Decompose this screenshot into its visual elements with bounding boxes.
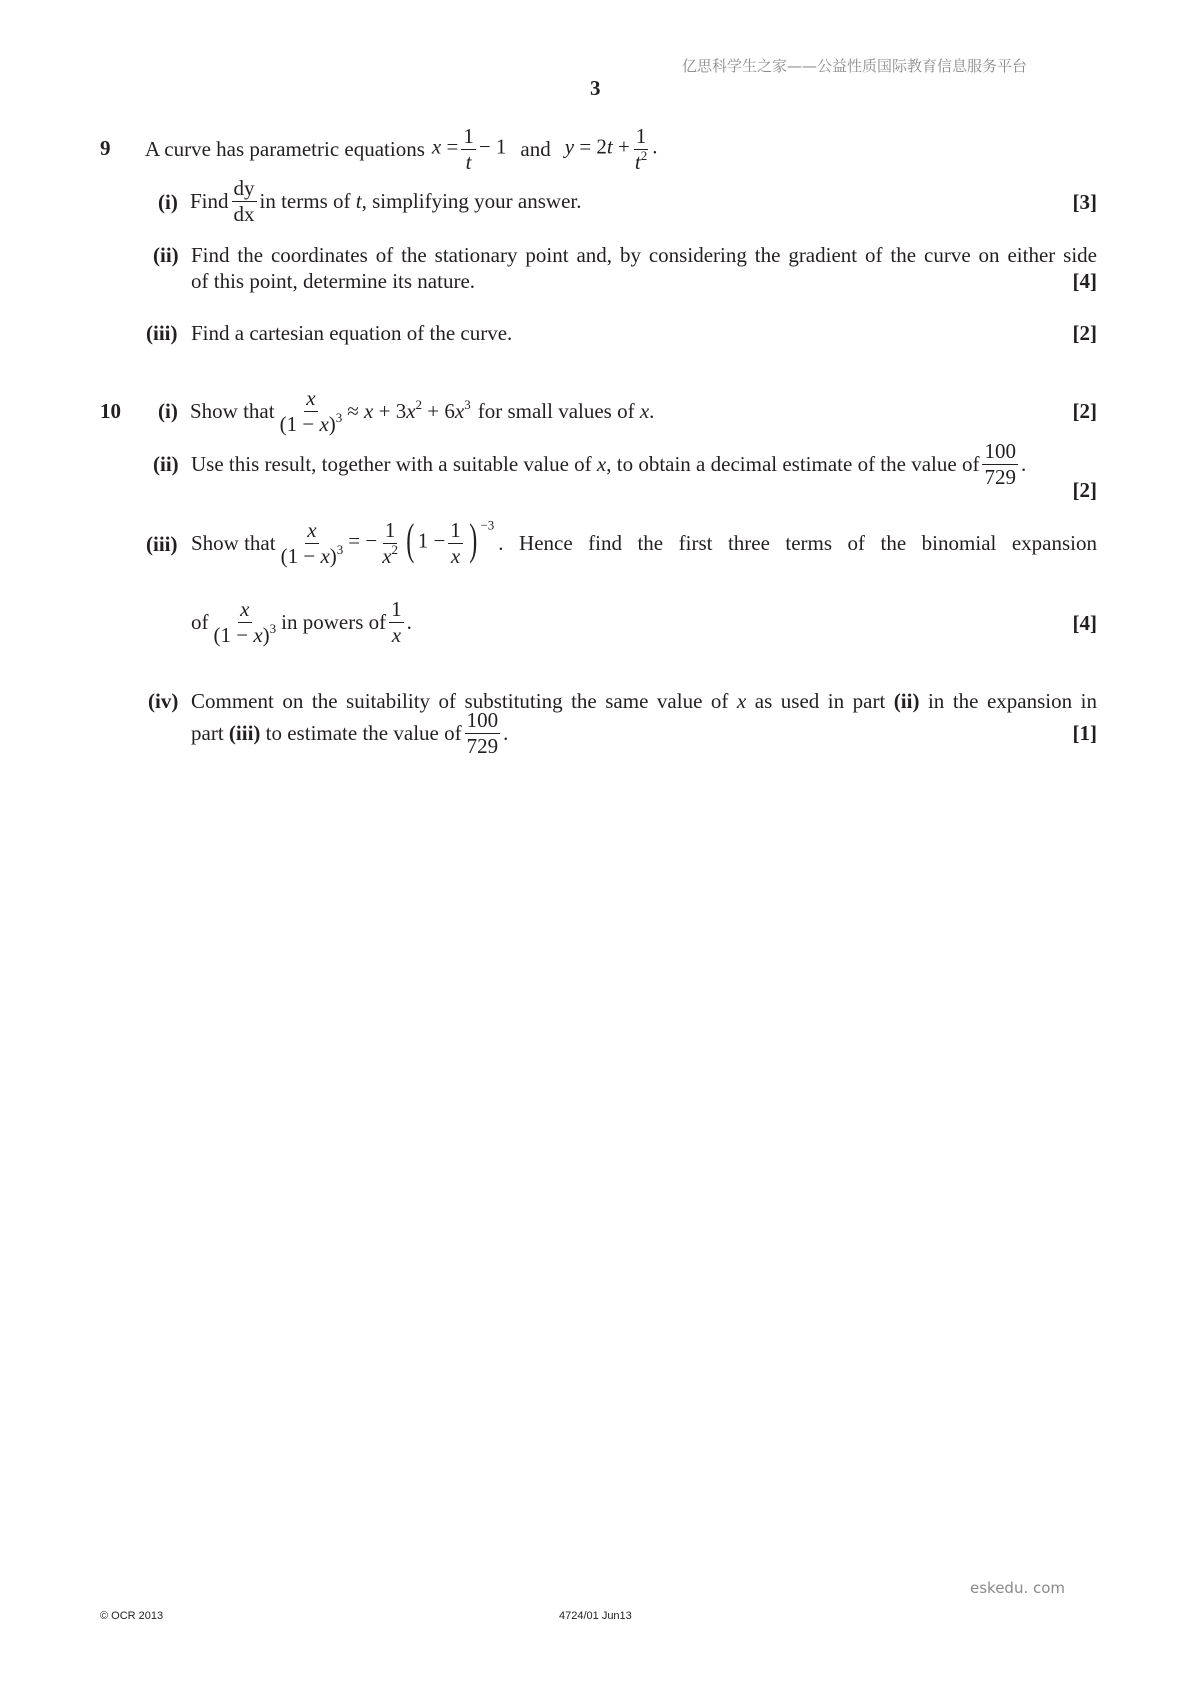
footer-paper-code: 4724/01 Jun13 (559, 1610, 632, 1622)
q10-part-ii-label: (ii) (153, 452, 179, 476)
q9-i-text: in terms of (259, 188, 351, 213)
q10-iv-line2b: to estimate the value of (265, 720, 462, 745)
q10-part-iii-marks: [4] (1072, 611, 1097, 635)
question-10-number: 10 (100, 399, 121, 423)
q10-part-iv-label: (iv) (148, 689, 179, 713)
q10-i-fraction: $\frac{x}{(1 - x)^3}$ (279, 386, 343, 436)
q10-part-ii-marks: [2] (1072, 478, 1097, 502)
q10-part-iv-marks: [1] (1072, 721, 1097, 745)
q9-i-dx: dx (233, 201, 255, 226)
watermark-text: 亿思科学生之家——公益性质国际教育信息服务平台 (682, 57, 1028, 75)
question-9-number: 9 (100, 136, 111, 160)
q10-iii-fraction: $\frac{x}{(1 - x)^3}$ (213, 597, 277, 647)
q10-part-iii-line1 (191, 515, 1097, 571)
q10-iii-powers: in powers of (281, 609, 387, 634)
q10-part-iv-line2: part (iii) to estimate the value of $\frac{100}{729}$ . (191, 708, 509, 758)
footer-copyright: © OCR 2013 (100, 1610, 164, 1622)
q10-iv-num: 100 (466, 708, 499, 733)
q10-part-iii-label: (iii) (146, 532, 178, 556)
q9-part-ii-marks: [4] (1072, 269, 1097, 293)
q10-iv-part-iii-ref: (iii) (228, 720, 261, 745)
q10-iii-lhs-fraction: $\frac{x}{(1 - x)^3}$ (280, 518, 344, 568)
q10-iv-line1b: as used in part (754, 689, 886, 713)
q10-i-show: Show that (190, 398, 275, 423)
q9-x-equation: x = $\frac{1}{t}$ − 1 (431, 124, 507, 174)
q10-iii-of: of (191, 609, 209, 634)
q10-i-var: x (639, 398, 650, 423)
q10-part-i-text: Show that $\frac{x}{(1 - x)^3}$ ≈ $x + 3x^2 + 6x^3$ for small values of x . (190, 386, 655, 436)
q9-y-equation: y = 2t + $\frac{1}{t^2}$ . (564, 124, 658, 174)
q10-iii-one-over-x: $\frac{1}{x}$ (391, 597, 402, 647)
q10-iv-line1a: Comment on the suitability of substituting the same value of (191, 689, 729, 713)
q10-part-iii-line2: of $\frac{x}{(1 - x)^3}$ in powers of $\frac{1}{x}$ . (191, 597, 412, 647)
footer-site-watermark: eskedu. com (970, 1579, 1066, 1597)
q10-iv-line2a: part (191, 720, 224, 745)
q9-i-derivative (232, 177, 257, 224)
q10-ii-rest: , to obtain a decimal estimate of the value of (606, 451, 980, 476)
q10-ii-den: 729 (984, 464, 1016, 489)
q10-i-approx: ≈ $x + 3x^2 + 6x^3$ (347, 396, 471, 423)
q10-iii-rhs: = − $\frac{1}{x^2}$ ( 1 − $\frac{1}{x}$ ) $^{-3}$ (348, 514, 495, 568)
q10-part-i-label: (i) (158, 399, 178, 423)
q10-iv-var: x (736, 689, 747, 713)
q9-i-find: Find (190, 188, 229, 213)
q9-part-ii-line2: of this point, determine its nature. (191, 269, 476, 293)
q9-and: and (520, 136, 551, 161)
q10-iv-den: 729 (466, 733, 499, 758)
q9-part-iii-text: Find a cartesian equation of the curve. (191, 321, 513, 345)
q9-part-ii-label: (ii) (153, 243, 179, 267)
q9-part-i-label: (i) (158, 190, 178, 214)
q9-intro-text: A curve has parametric equations (145, 136, 425, 161)
q10-iii-hence: . Hence find the first three terms of the binomial expansion (498, 530, 1097, 555)
q9-part-iii-label: (iii) (146, 321, 178, 345)
q10-iii-show: Show that (191, 530, 276, 555)
q10-ii-num: 100 (984, 439, 1016, 464)
q10-i-rest: for small values of (477, 398, 635, 423)
q10-ii-text: Use this result, together with a suitable value of (191, 451, 592, 476)
q10-iv-line1c: in the expansion in (927, 689, 1097, 713)
q9-part-ii-line1: Find the coordinates of the stationary point and, by considering the gradient of the curve on either side (191, 243, 1097, 267)
q9-part-i-text (190, 176, 582, 226)
question-9-intro (145, 124, 657, 174)
q9-i-rest: , simplifying your answer. (361, 188, 582, 213)
q9-part-i-marks: [3] (1072, 190, 1097, 214)
q10-part-i-marks: [2] (1072, 399, 1097, 423)
q10-iv-part-ii-ref: (ii) (893, 689, 920, 713)
q10-part-ii-text: Use this result, together with a suitable value of x , to obtain a decimal estimate of the value of $\frac{100}{729}$ . (191, 439, 1027, 489)
q10-iv-fraction (465, 709, 501, 756)
q10-ii-fraction (982, 440, 1018, 487)
q10-ii-var: x (596, 451, 607, 476)
q9-i-dy: dy (233, 176, 255, 201)
page-number: 3 (590, 76, 601, 100)
q9-i-var: t (355, 188, 362, 213)
q9-part-iii-marks: [2] (1072, 321, 1097, 345)
